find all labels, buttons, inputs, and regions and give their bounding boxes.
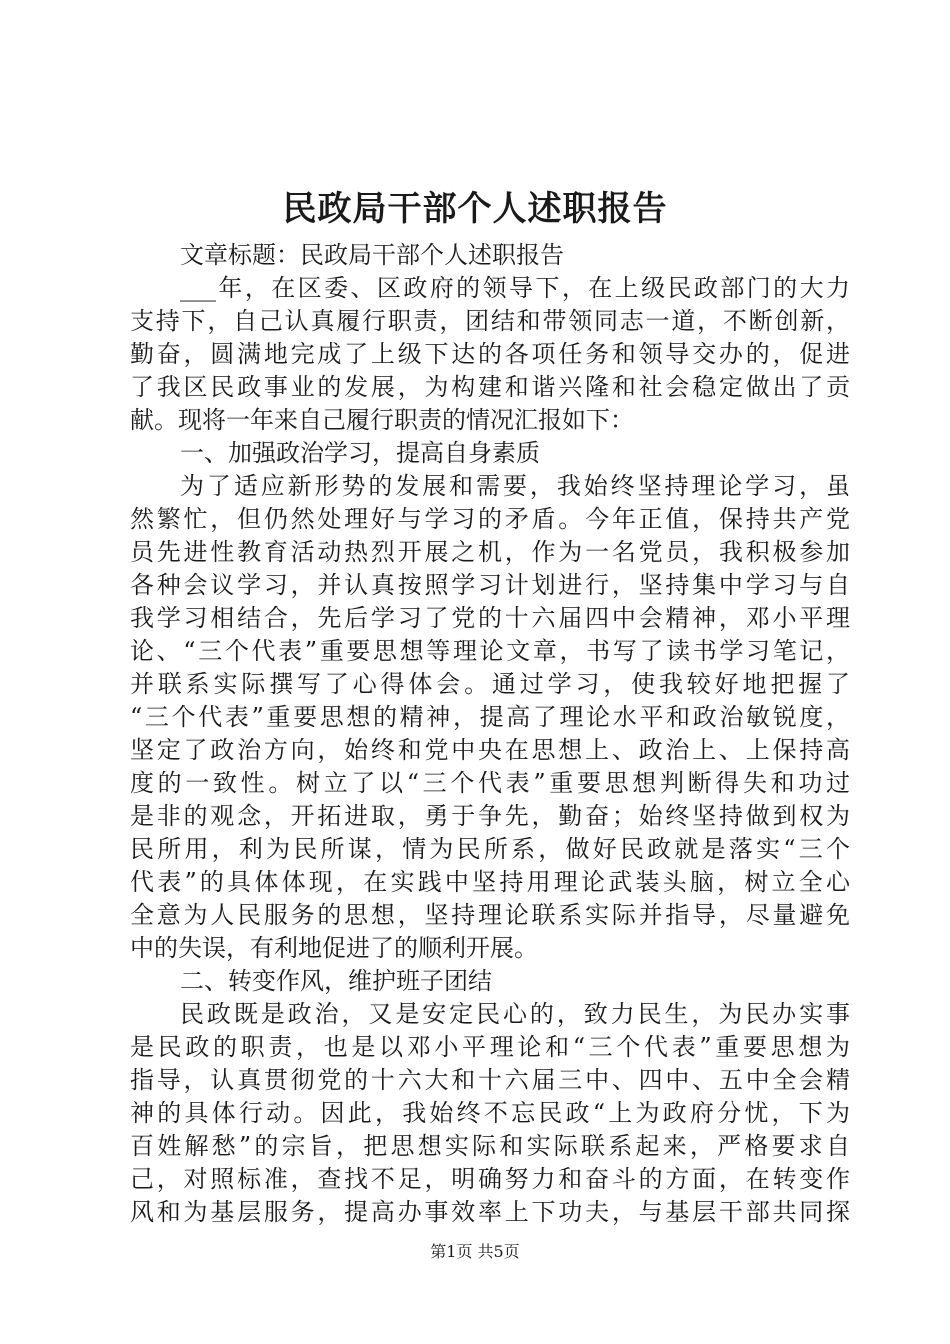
body-line: 百姓解愁”的宗旨，把思想实际和实际联系起来，严格要求自: [130, 1132, 850, 1160]
page-title: 民政局干部个人述职报告: [282, 189, 668, 229]
body-line: 度的一致性。树立了以“三个代表”重要思想判断得失和功过: [130, 769, 850, 797]
body-line: 神的具体行动。因此，我始终不忘民政“上为政府分忧，下为: [130, 1099, 850, 1127]
body-line: 是非的观念，开拓进取，勇于争先，勤奋；始终坚持做到权为: [130, 802, 850, 830]
body-line: 支持下，自己认真履行职责，团结和带领同志一道，不断创新，: [130, 307, 850, 335]
body-line: 民政既是政治，又是安定民心的，致力民生，为民办实事: [180, 1000, 850, 1028]
section-heading: 一、加强政治学习，提高自身素质: [180, 439, 540, 467]
body-line: 坚定了政治方向，始终和党中央在思想上、政治上、上保持高: [130, 736, 850, 764]
section-heading: 二、转变作风，维护班子团结: [180, 967, 492, 995]
body-line: 献。现将一年来自己履行职责的情况汇报如下：: [130, 406, 634, 434]
body-line: 勤奋，圆满地完成了上级下达的各项任务和领导交办的，促进: [130, 340, 850, 368]
body-line: 并联系实际撰写了心得体会。通过学习，使我较好地把握了: [130, 670, 850, 698]
body-line: 了我区民政事业的发展，为构建和谐兴隆和社会稳定做出了贡: [130, 373, 850, 401]
body-line: 全意为人民服务的思想，坚持理论联系实际并指导，尽量避免: [130, 901, 850, 929]
page-footer: 第1页 共5页: [430, 1242, 520, 1261]
body-line: 己，对照标准，查找不足，明确努力和奋斗的方面，在转变作: [130, 1165, 850, 1193]
body-line: 代表”的具体体现，在实践中坚持用理论武装头脑，树立全心: [130, 868, 850, 896]
body-line: 各种会议学习，并认真按照学习计划进行，坚持集中学习与自: [130, 571, 850, 599]
body-line: 然繁忙，但仍然处理好与学习的矛盾。今年正值，保持共产党: [130, 505, 850, 533]
body-line: 员先进性教育活动热烈开展之机，作为一名党员，我积极参加: [130, 538, 850, 566]
body-line: 风和为基层服务，提高办事效率上下功夫，与基层干部共同探: [130, 1198, 850, 1226]
body-line: 民所用，利为民所谋，情为民所系，做好民政就是落实“三个: [130, 835, 850, 863]
body-line: 为了适应新形势的发展和需要，我始终坚持理论学习，虽: [180, 472, 850, 500]
body-line: 指导，认真贯彻党的十六大和十六届三中、四中、五中全会精: [130, 1066, 850, 1094]
body-line: “三个代表”重要思想的精神，提高了理论水平和政治敏锐度，: [130, 703, 850, 731]
body-line: 论、“三个代表”重要思想等理论文章，书写了读书学习笔记，: [130, 637, 850, 665]
body-line: ___年，在区委、区政府的领导下，在上级民政部门的大力: [180, 274, 850, 302]
body-line: 中的失误，有利地促进了的顺利开展。: [130, 934, 538, 962]
article-title-line: 文章标题：民政局干部个人述职报告: [180, 241, 564, 269]
body-line: 是民政的职责，也是以邓小平理论和“三个代表”重要思想为: [130, 1033, 850, 1061]
body-line: 我学习相结合，先后学习了党的十六届四中会精神，邓小平理: [130, 604, 850, 632]
